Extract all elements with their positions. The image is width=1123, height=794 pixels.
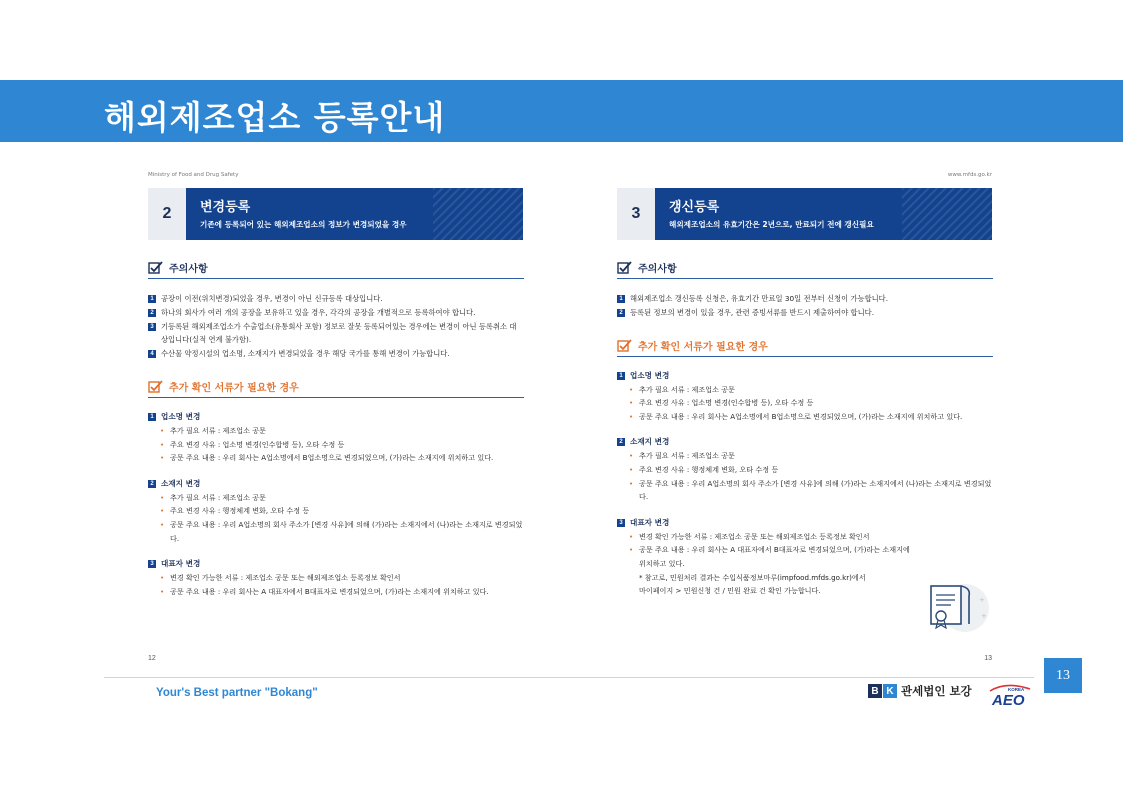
extra-docs-label: 추가 확인 서류가 필요한 경우 <box>638 341 768 353</box>
group-title: 업소명 변경 <box>630 370 670 380</box>
section-subtitle: 기존에 등록되어 있는 해외제조업소의 정보가 변경되었을 경우 <box>200 220 407 229</box>
notice-label: 주의사항 <box>638 264 677 275</box>
section-title: 변경등록 <box>200 200 251 215</box>
section-header <box>617 188 992 240</box>
svg-text:+: + <box>981 612 987 620</box>
list-item: • 추가 필요 서류 : 제조업소 공문 <box>629 384 735 394</box>
notice-label: 주의사항 <box>169 264 208 275</box>
stripe-decoration <box>902 188 992 240</box>
section-subtitle: 해외제조업소의 유효기간은 2년으로, 만료되기 전에 갱신필요 <box>669 220 874 229</box>
list-item: 1 해외제조업소 갱신등록 신청은, 유효기간 만료일 30일 전부터 신청이 가능합니다. <box>617 292 992 306</box>
checkbox-icon <box>617 339 632 352</box>
section-title: 갱신등록 <box>669 200 720 215</box>
list-item: 2 하나의 회사가 여러 개의 공장을 보유하고 있을 경우, 각각의 공장을 개별적으로 등록하여야 합니다. <box>148 306 523 320</box>
group-title: 소재지 변경 <box>630 437 670 447</box>
change-group <box>148 411 523 465</box>
number-badge: 2 <box>148 309 156 317</box>
list-item: • 주요 변경 사유 : 행정체계 변화, 오타 수정 등 <box>160 506 310 516</box>
checkbox-icon <box>148 380 163 393</box>
footer-divider <box>104 677 1034 678</box>
reference-note: * 참고로, 민원처리 결과는 수입식품정보마루(impfood.mfds.go.kr)에서 <box>639 572 866 582</box>
list-item: • 추가 필요 서류 : 제조업소 공문 <box>160 492 266 502</box>
change-group <box>617 436 992 503</box>
extra-docs-label: 추가 확인 서류가 필요한 경우 <box>169 382 299 394</box>
notice-heading <box>617 260 993 279</box>
page-number: 12 <box>148 655 156 662</box>
notice-list <box>148 292 523 361</box>
extra-docs-heading <box>148 379 524 398</box>
number-badge: 3 <box>617 519 625 527</box>
change-group <box>148 478 523 545</box>
list-item: • 주요 변경 사유 : 행정체계 변화, 오타 수정 등 <box>629 464 779 474</box>
brochure-page-left <box>148 172 523 662</box>
list-item: • 공문 주요 내용 : 우리 회사는 A업소명에서 B업소명으로 변경되었으며, (가)라는 소재지에 위치하고 있다. <box>160 453 494 463</box>
logo-mark-b: B <box>868 684 882 698</box>
list-item: • 변경 확인 가능한 서류 : 제조업소 공문 또는 해외제조업소 등록정보 확인서 <box>160 573 401 583</box>
checkbox-icon <box>617 261 632 274</box>
aeo-text: AEO <box>992 692 1025 707</box>
list-item: • 공문 주요 내용 : 우리 A업소명의 회사 주소가 [변경 사유]에 의해 (가)라는 소재지에서 (나)라는 소재지로 변경되었다. <box>160 519 523 543</box>
number-badge: 1 <box>617 372 625 380</box>
number-badge: 2 <box>617 309 625 317</box>
svg-text:+: + <box>979 596 985 604</box>
number-badge: 3 <box>148 323 156 331</box>
number-badge: 2 <box>617 438 625 446</box>
aeo-korea-text: KOREA <box>1008 687 1025 692</box>
certificate-document-icon <box>915 578 995 634</box>
running-header: Ministry of Food and Drug Safety <box>148 172 239 178</box>
number-badge: 3 <box>148 560 156 568</box>
group-title: 업소명 변경 <box>161 411 201 421</box>
company-logo <box>868 683 972 699</box>
list-item: • 공문 주요 내용 : 우리 회사는 A 대표자에서 B대표자로 변경되었으며, (가)라는 소재지에 위치하고 있다. <box>160 586 489 596</box>
checkbox-icon <box>148 261 163 274</box>
list-item: 4 수산물 약정시설의 업소명, 소재지가 변경되었을 경우 해당 국가를 통해 변경이 가능합니다. <box>148 347 523 361</box>
list-item: • 공문 주요 내용 : 우리 회사는 A업소명에서 B업소명으로 변경되었으며, (가)라는 소재지에 위치하고 있다. <box>629 411 963 421</box>
reference-note: 마이페이지 > 민원신청 건 / 민원 완료 건 확인 가능합니다. <box>639 586 821 596</box>
slide-number: 13 <box>1044 658 1082 693</box>
change-group <box>148 558 523 598</box>
title-banner <box>0 80 1123 142</box>
section-number: 2 <box>148 188 186 240</box>
brochure-page-right <box>617 172 992 662</box>
list-item: • 공문 주요 내용 : 우리 A업소명의 회사 주소가 [변경 사유]에 의해 (가)라는 소재지에서 (나)라는 소재지로 변경되었다. <box>629 478 992 502</box>
list-item: • 추가 필요 서류 : 제조업소 공문 <box>160 425 266 435</box>
footer-tagline: Your's Best partner "Bokang" <box>156 687 318 699</box>
notice-list <box>617 292 992 320</box>
number-badge: 1 <box>148 295 156 303</box>
running-header: www.mfds.go.kr <box>947 172 992 178</box>
change-group <box>617 370 992 424</box>
notice-heading <box>148 260 524 279</box>
number-badge: 1 <box>617 295 625 303</box>
group-title: 대표자 변경 <box>161 559 201 569</box>
list-item: 2 등록된 정보의 변경이 있을 경우, 관련 증빙서류를 반드시 제출하여야 합니다. <box>617 306 992 320</box>
number-badge: 1 <box>148 413 156 421</box>
section-header <box>148 188 523 240</box>
list-item: • 추가 필요 서류 : 제조업소 공문 <box>629 451 735 461</box>
list-item: • 주요 변경 사유 : 업소명 변경(인수합병 등), 오타 수정 등 <box>160 439 345 449</box>
extra-docs-heading <box>617 338 993 357</box>
slide-title: 해외제조업소 등록안내 <box>104 98 446 137</box>
list-item: • 공문 주요 내용 : 우리 회사는 A 대표자에서 B대표자로 변경되었으며, (가)라는 소재지에 위치하고 있다. <box>629 545 910 568</box>
number-badge: 2 <box>148 480 156 488</box>
group-title: 소재지 변경 <box>161 478 201 488</box>
logo-mark-k: K <box>883 684 897 698</box>
list-item: 3 기등록된 해외제조업소가 수출업소(유통회사 포함) 정보로 잘못 등록되어있는 경우에는 변경이 아닌 등록취소 대상입니다(실적 연계 불가함). <box>148 320 523 348</box>
stripe-decoration <box>433 188 523 240</box>
page-number: 13 <box>984 655 992 662</box>
section-number: 3 <box>617 188 655 240</box>
aeo-logo <box>986 683 1034 707</box>
company-name: 관세법인 보강 <box>901 684 972 698</box>
list-item: • 변경 확인 가능한 서류 : 제조업소 공문 또는 해외제조업소 등록정보 확인서 <box>629 531 870 541</box>
list-item: • 주요 변경 사유 : 업소명 변경(인수합병 등), 오타 수정 등 <box>629 398 814 408</box>
list-item: 1 공장이 이전(위치변경)되었을 경우, 변경이 아닌 신규등록 대상입니다. <box>148 292 523 306</box>
group-title: 대표자 변경 <box>630 517 670 527</box>
number-badge: 4 <box>148 350 156 358</box>
